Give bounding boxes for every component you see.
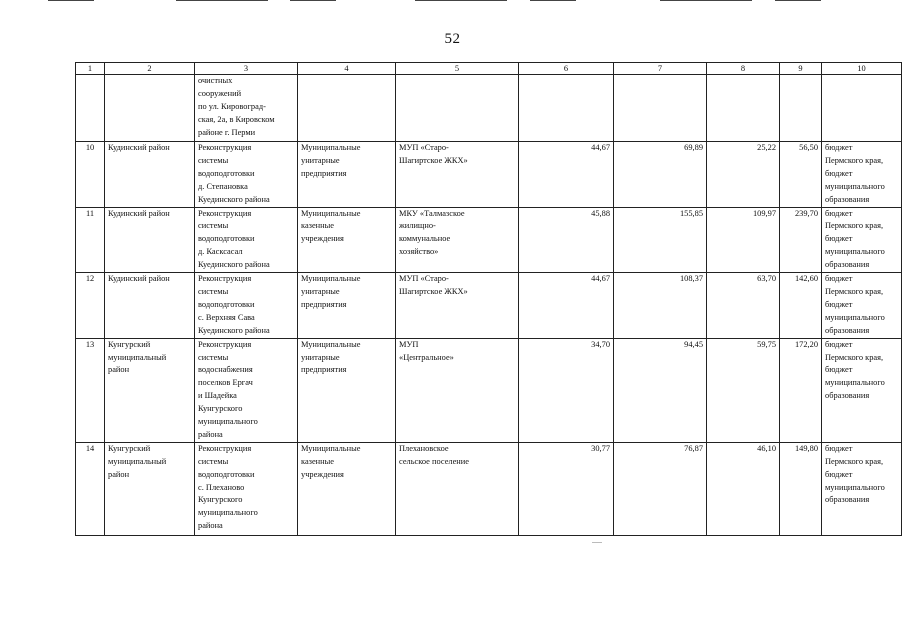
operator-cell: МУП «Старо- Шагиртское ЖКХ» [396, 142, 519, 208]
top-rule [415, 0, 507, 1]
row-number-cell [76, 75, 105, 142]
column-header: 5 [396, 63, 519, 75]
program-table [75, 62, 902, 536]
value-cell: 76,87 [614, 442, 707, 535]
funding-source-cell: бюджет Пермского края, бюджет муниципального образования [822, 442, 902, 535]
header-row [76, 63, 902, 75]
recipient-cell: Муниципальные унитарные предприятия [298, 338, 396, 442]
funding-source-cell: бюджет Пермского края, бюджет муниципального образования [822, 338, 902, 442]
value-cell: 45,88 [519, 207, 614, 273]
top-rule [530, 0, 576, 1]
column-header: 10 [822, 63, 902, 75]
top-rule [775, 0, 821, 1]
value-cell: 44,67 [519, 273, 614, 339]
value-cell [780, 75, 822, 142]
column-header: 7 [614, 63, 707, 75]
district-cell [105, 75, 195, 142]
value-cell: 30,77 [519, 442, 614, 535]
district-cell: Кудинский район [105, 273, 195, 339]
top-rule [660, 0, 752, 1]
table-row-continuation [76, 75, 902, 142]
column-header: 2 [105, 63, 195, 75]
column-header: 3 [195, 63, 298, 75]
value-cell: 172,20 [780, 338, 822, 442]
top-rule [290, 0, 336, 1]
table-row [76, 142, 902, 208]
value-cell: 69,89 [614, 142, 707, 208]
funding-source-cell: бюджет Пермского края, бюджет муниципального образования [822, 142, 902, 208]
funding-source-cell: бюджет Пермского края, бюджет муниципального образования [822, 207, 902, 273]
row-number-cell: 13 [76, 338, 105, 442]
operator-cell: МКУ «Талмазское жилищно- коммунальное хозяйство» [396, 207, 519, 273]
value-cell: 108,37 [614, 273, 707, 339]
recipient-cell: Муниципальные казенные учреждения [298, 207, 396, 273]
table-row [76, 273, 902, 339]
value-cell [519, 75, 614, 142]
district-cell: Кудинский район [105, 142, 195, 208]
row-number-cell: 14 [76, 442, 105, 535]
row-number-cell: 12 [76, 273, 105, 339]
column-header: 1 [76, 63, 105, 75]
project-cell: Реконструкция системы водоснабжения поселков Ергач и Шадейка Кунгурского муниципального района [195, 338, 298, 442]
value-cell: 155,85 [614, 207, 707, 273]
value-cell: 25,22 [707, 142, 780, 208]
operator-cell: МУП «Старо- Шагиртское ЖКХ» [396, 273, 519, 339]
value-cell: 149,80 [780, 442, 822, 535]
value-cell: 109,97 [707, 207, 780, 273]
value-cell: 63,70 [707, 273, 780, 339]
table-row [76, 338, 902, 442]
value-cell: 94,45 [614, 338, 707, 442]
value-cell [707, 75, 780, 142]
value-cell: 239,70 [780, 207, 822, 273]
value-cell: 142,60 [780, 273, 822, 339]
project-cell: Реконструкция системы водоподготовки д. Касксасал Куединского района [195, 207, 298, 273]
project-cell: Реконструкция системы водоподготовки д. Степановка Куединского района [195, 142, 298, 208]
value-cell: 34,70 [519, 338, 614, 442]
table-row [76, 442, 902, 535]
project-cell: Реконструкция системы водоподготовки с. Верхняя Сава Куединского района [195, 273, 298, 339]
recipient-cell: Муниципальные казенные учреждения [298, 442, 396, 535]
recipient-cell: Муниципальные унитарные предприятия [298, 142, 396, 208]
value-cell: 46,10 [707, 442, 780, 535]
operator-cell: Плехановское сельское поселение [396, 442, 519, 535]
project-cell: Реконструкция системы водоподготовки с. Плеханово Кунгурского муниципального района [195, 442, 298, 535]
value-cell: 59,75 [707, 338, 780, 442]
top-rule [48, 0, 94, 1]
column-header: 9 [780, 63, 822, 75]
column-header: 8 [707, 63, 780, 75]
value-cell: 56,50 [780, 142, 822, 208]
value-cell [614, 75, 707, 142]
column-header: 4 [298, 63, 396, 75]
district-cell: Кунгурский муниципальный район [105, 442, 195, 535]
operator-cell: МУП «Центральное» [396, 338, 519, 442]
recipient-cell [298, 75, 396, 142]
value-cell: 44,67 [519, 142, 614, 208]
funding-source-cell [822, 75, 902, 142]
top-rule [176, 0, 268, 1]
recipient-cell: Муниципальные унитарные предприятия [298, 273, 396, 339]
funding-source-cell: бюджет Пермского края, бюджет муниципального образования [822, 273, 902, 339]
district-cell: Кунгурский муниципальный район [105, 338, 195, 442]
row-number-cell: 11 [76, 207, 105, 273]
district-cell: Кудинский район [105, 207, 195, 273]
column-header: 6 [519, 63, 614, 75]
page-number: 52 [444, 31, 461, 47]
project-cell: очистных сооружений по ул. Кировоград- ская, 2а, в Кировском районе г. Перми [195, 75, 298, 142]
scan-artifact [592, 542, 602, 543]
row-number-cell: 10 [76, 142, 105, 208]
table-row [76, 207, 902, 273]
operator-cell [396, 75, 519, 142]
